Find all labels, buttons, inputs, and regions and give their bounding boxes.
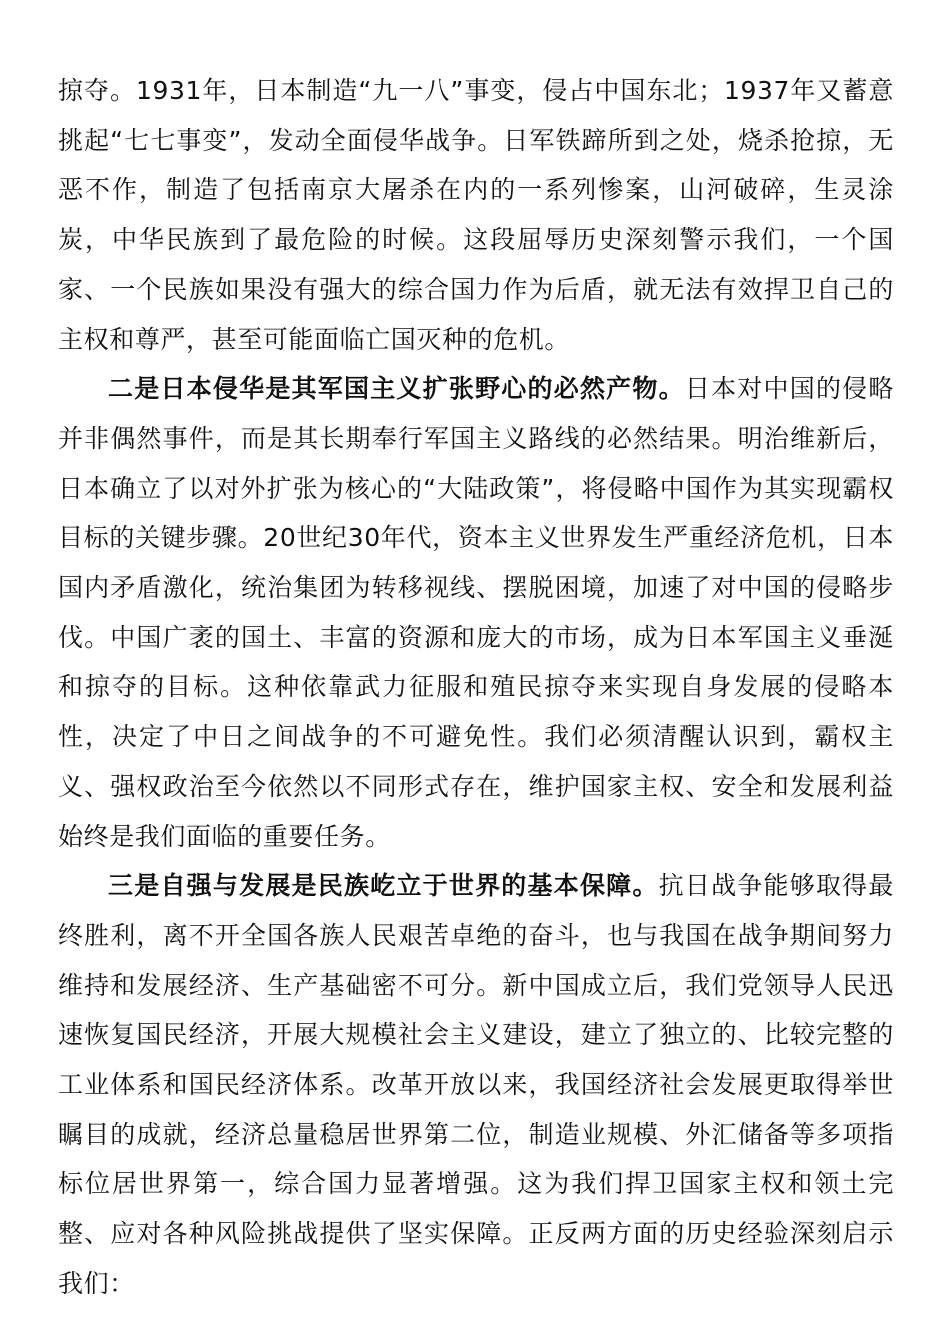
paragraph-3-heading: 三是自强与发展是民族屹立于世界的基本保障。 [108, 871, 659, 901]
paragraph-2-text: 日本对中国的侵略并非偶然事件，而是其长期奉行军国主义路线的必然结果。明治维新后，日本确立了以对外扩张为核心的“大陆政策”，将侵略中国作为其实现霸权目标的关键步骤。20世纪30年代，资本主义世界发生严重经济危机，日本国内矛盾激化，统治集团为转移视线、摆脱困境，加速了对中国的侵略步伐。中国广袤的国土、丰富的资源和庞大的市场，成为日本军国主义垂涎和掠夺的目标。这种依靠武力征服和殖民掠夺来实现自身发展的侵略本性，决定了中日之间战争的不可避免性。我们必须清醒认识到，霸权主义、强权政治至今依然以不同形式存在，维护国家主权、安全和发展利益始终是我们面临的重要任务。 [58, 374, 895, 851]
paragraph-3 [58, 861, 894, 1308]
paragraph-2 [58, 364, 894, 861]
paragraph-3-text: 抗日战争能够取得最终胜利，离不开全国各族人民艰苦卓绝的奋斗，也与我国在战争期间努力维持和发展经济、生产基础密不可分。新中国成立后，我们党领导人民迅速恢复国民经济，开展大规模社会主义建设，建立了独立的、比较完整的工业体系和国民经济体系。改革开放以来，我国经济社会发展更取得举世瞩目的成就，经济总量稳居世界第二位，制造业规模、外汇储备等多项指标位居世界第一，综合国力显著增强。这为我们捍卫国家主权和领土完整、应对各种风险挑战提供了坚实保障。正反两方面的历史经验深刻启示我们： [58, 871, 894, 1298]
paragraph-2-heading: 二是日本侵华是其军国主义扩张野心的必然产物。 [108, 374, 685, 404]
paragraph-1-text: 掠夺。1931年，日本制造“九一八”事变，侵占中国东北；1937年又蓄意挑起“七七事变”，发动全面侵华战争。日军铁蹄所到之处，烧杀抢掠，无恶不作，制造了包括南京大屠杀在内的一系列惨案，山河破碎，生灵涂炭，中华民族到了最危险的时候。这段屈辱历史深刻警示我们，一个国家、一个民族如果没有强大的综合国力作为后盾，就无法有效捍卫自己的主权和尊严，甚至可能面临亡国灭种的危机。 [58, 76, 894, 354]
paragraph-1 [58, 66, 894, 364]
document-body [58, 66, 894, 1309]
